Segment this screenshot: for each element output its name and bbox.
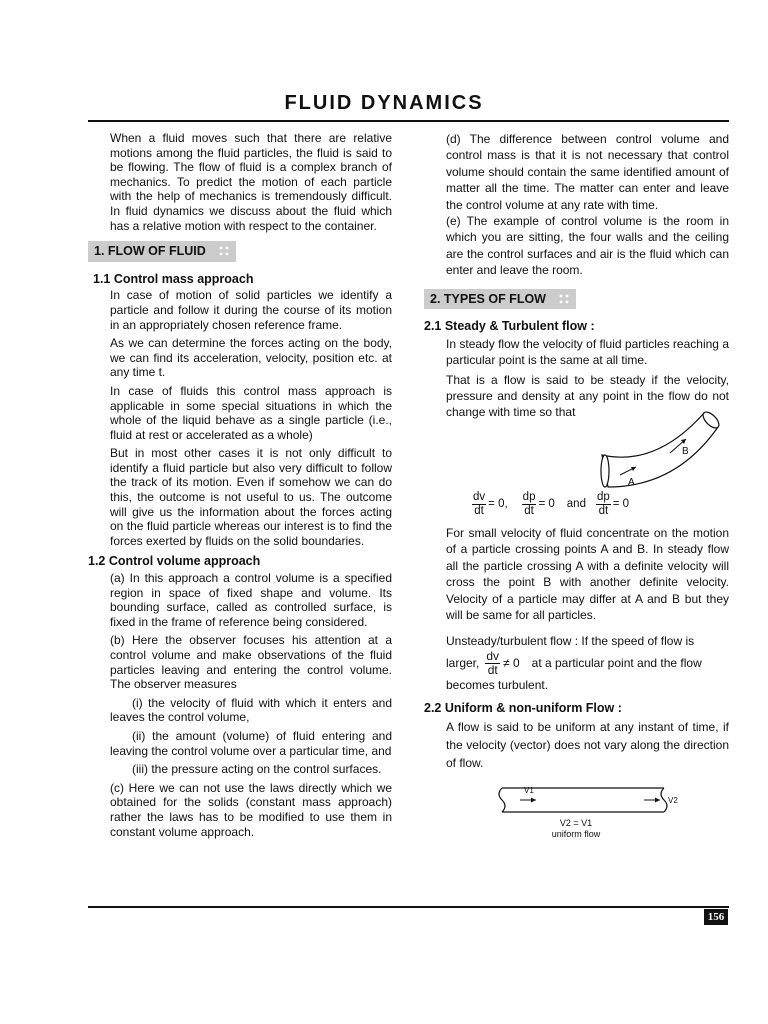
paragraph: In case of motion of solid particles we identify a particle and follow it during the course of its motion in an appropriately chosen reference frame.: [110, 288, 392, 332]
paragraph: (d) The difference between control volume and control mass is that it is not necessary that control volume should contain the same identified amount of matter all the time. The matter can enter and leave the control volume at any rate with time.: [446, 132, 729, 212]
title-divider: [88, 120, 729, 122]
list-item: (ii) the amount (volume) of fluid entering and leaving the control volume over a particular time, and: [110, 728, 392, 758]
footer-divider: [88, 906, 729, 908]
paragraph: A flow is said to be uniform at any instant of time, if the velocity (vector) does not vary along the direction of flow.: [446, 719, 729, 770]
paragraph: (a) In this approach a control volume is a specified region in space of fixed shape and volume. Its bounding surface, called as controlled surface, is fixed in the frame of reference being considered.: [110, 571, 392, 629]
curved-pipe-diagram: [596, 407, 726, 497]
dots-icon: [219, 246, 229, 256]
straight-tube-diagram: [496, 782, 676, 822]
subheading-steady-turbulent: 2.1 Steady & Turbulent flow :: [424, 319, 595, 334]
section-heading-types-of-flow: [424, 289, 576, 310]
paragraph: That is a flow is said to be steady if the velocity, pressure and density at any point in the flow do not change with time so that: [446, 372, 729, 420]
left-column: [88, 131, 392, 839]
subheading-control-volume: 1.2 Control volume approach: [88, 554, 261, 569]
fraction-dp-dt: $\frac{dp}{dt}$: [596, 490, 610, 517]
steady-flow-equation: $\frac{dv}{dt}$ = 0, $\frac{dp}{dt}$ = 0 and $\frac{dp}{dt}$ = 0: [473, 490, 630, 517]
paragraph: In steady flow the velocity of fluid particles reaching a particular point is the same at all time.: [446, 336, 729, 368]
velocity-v1-label: V1: [524, 785, 534, 795]
paragraph: But in most other cases it is not only difficult to identify a fluid particle but also very difficult to follow the track of its motion. Even if somehow we can do this, the outcome is not useful to us. The outcome will give us the information about the forces acting on the fluid particle whereas our interest is to find the forces exerted by fluids on the solid boundaries.: [110, 446, 392, 548]
fraction-dp-dt: $\frac{dp}{dt}$: [522, 490, 536, 517]
paragraph: (e) The example of control volume is the room in which you are sitting, the four walls and the ceiling are the control surfaces and air is the fluid which can enter and leave the room.: [446, 214, 729, 278]
paragraph: Unsteady/turbulent flow : If the speed of flow is larger, $\frac{dv}{dt}$ ≠ 0 at a particular point and the flow becomes turbulent.: [446, 634, 702, 692]
pipe-point-a-label: A: [628, 476, 635, 488]
steady-flow-figure: [424, 421, 729, 525]
dots-icon: [559, 294, 569, 304]
section-heading-label: 2. TYPES OF FLOW: [430, 291, 546, 306]
velocity-equation: V2 = V1: [559, 817, 593, 828]
caption-text: uniform flow: [551, 828, 601, 839]
subheading-control-mass: 1.1 Control mass approach: [93, 271, 254, 286]
fraction-dv-dt: $\frac{dv}{dt}$: [486, 648, 500, 677]
velocity-v2-label: V2: [668, 795, 678, 805]
paragraph: (c) Here we can not use the laws directly which we obtained for the solids (constant mass approach) rather the laws has to be modified to use them in constant volume approach.: [110, 780, 392, 839]
list-item: (i) the velocity of fluid with which it enters and leaves the control volume,: [110, 695, 392, 725]
paragraph: For small velocity of fluid concentrate on the motion of a particle crossing points A and B. In steady flow all the particle crossing A with a definite velocity will cross the point B with another definite velocity. Velocity of a particle may differ at A and B but they will be same for all particles.: [446, 525, 729, 622]
paragraph: (b) Here the observer focuses his attention at a control volume and make observations of the fluid particles leaving and entering the control volume. The observer measures: [110, 633, 392, 692]
right-column: [424, 131, 729, 842]
section-heading-label: 1. FLOW OF FLUID: [94, 244, 206, 259]
subheading-uniform-flow: 2.2 Uniform & non-uniform Flow :: [424, 701, 622, 716]
paragraph: As we can determine the forces acting on the body, we can find its acceleration, velocity, position etc. at any time t.: [110, 336, 392, 380]
section-heading-flow-of-fluid: [88, 241, 236, 262]
fraction-dv-dt: $\frac{dv}{dt}$: [473, 490, 486, 517]
paragraph: In case of fluids this control mass approach is applicable in some special situations in which the whole of the liquid behave as a single particle (i.e., fluid at rest or accelerated as a whole): [110, 383, 392, 442]
page-number: 156: [704, 909, 728, 925]
uniform-flow-figure: [424, 782, 729, 842]
intro-paragraph: When a fluid moves such that there are relative motions among the fluid particles, the fluid is said to be flowing. The flow of fluid is a complex branch of mechanics. To predict the motion of each particle with the help of mechanics is tremendously difficult. In fluid dynamics we discuss about the fluid which has a relative motion with respect to the container.: [110, 131, 392, 233]
page-title: FLUID DYNAMICS: [284, 92, 484, 114]
list-item: (iii) the pressure acting on the control surfaces.: [132, 762, 382, 777]
figure-caption: [496, 818, 656, 840]
pipe-point-b-label: B: [682, 445, 689, 457]
